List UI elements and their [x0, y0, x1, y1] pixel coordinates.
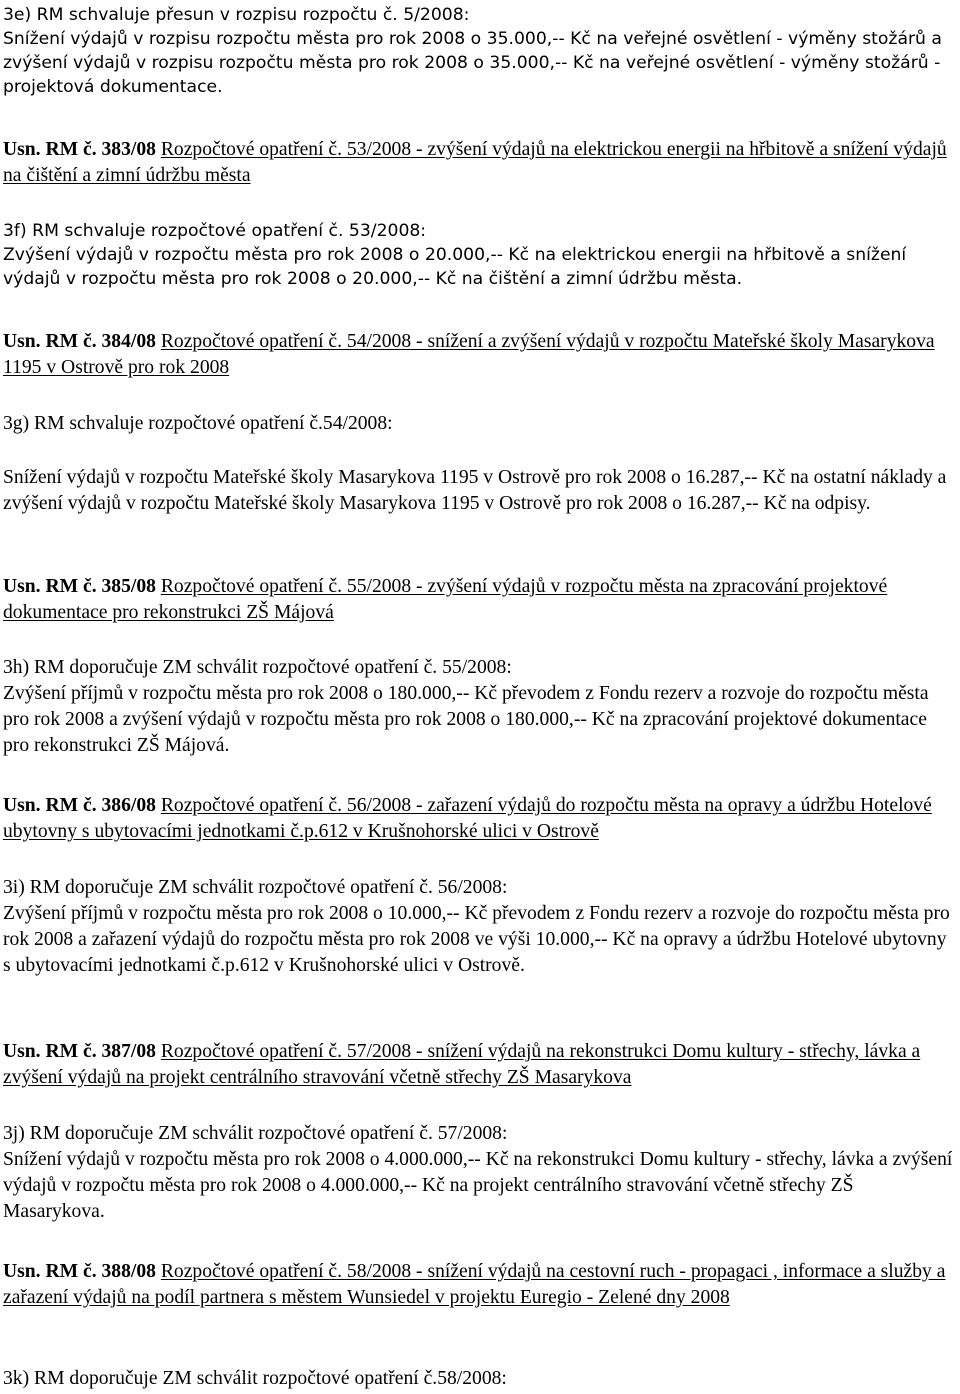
section-3g-intro: [3, 411, 955, 437]
section-3f: [3, 219, 955, 291]
resolution-intro: 3f) RM schvaluje rozpočtové opatření č. 53/2008:: [3, 221, 427, 241]
resolution-intro: 3g) RM schvaluje rozpočtové opatření č.54/2008:: [3, 413, 393, 434]
section-3k: [3, 1366, 955, 1392]
resolution-title: Rozpočtové opatření č. 56/2008 - zařazení výdajů do rozpočtu města na opravy a údržbu Hotelové ubytovny s ubytovacími jednotkami č.p.612 v Krušnohorské ulici v Ostrově: [3, 795, 932, 842]
section-3h: [3, 655, 955, 759]
resolution-body: Snížení výdajů v rozpočtu města pro rok 2008 o 4.000.000,-- Kč na rekonstrukci Domu kultury - střechy, lávka a zvýšení výdajů v rozpočtu města pro rok 2008 o 4.000.000,-- Kč na projekt centrálního stravování včetně střechy ZŠ Masarykova.: [3, 1149, 953, 1222]
section-3i: [3, 875, 955, 979]
resolution-body: Snížení výdajů v rozpočtu Mateřské školy Masarykova 1195 v Ostrově pro rok 2008 o 16.287,-- Kč na ostatní náklady a zvýšení výdajů v rozpočtu Mateřské školy Masarykova 1195 v Ostrově pro rok 2008 o 16.287,-- Kč na odpisy.: [3, 467, 947, 514]
resolution-title: Rozpočtové opatření č. 54/2008 - snížení a zvýšení výdajů v rozpočtu Mateřské školy Masarykova 1195 v Ostrově pro rok 2008: [3, 331, 935, 378]
resolution-title: Rozpočtové opatření č. 57/2008 - snížení výdajů na rekonstrukci Domu kultury - střechy, lávka a zvýšení výdajů na projekt centrálního stravování včetně střechy ZŠ Masarykova: [3, 1041, 921, 1088]
section-3j: [3, 1121, 955, 1225]
resolution-body: Zvýšení příjmů v rozpočtu města pro rok 2008 o 10.000,-- Kč převodem z Fondu rezerv a rozvoje do rozpočtu města pro rok 2008 a zařazení výdajů do rozpočtu města pro rok 2008 ve výši 10.000,-- Kč na opravy a údržbu Hotelové ubytovny s ubytovacími jednotkami č.p.612 v Krušnohorské ulici v Ostrově.: [3, 903, 950, 976]
resolution-number: Usn. RM č. 385/08: [3, 576, 156, 597]
resolution-heading-383: [3, 137, 955, 189]
resolution-number: Usn. RM č. 386/08: [3, 795, 156, 816]
resolution-heading-384: [3, 329, 955, 381]
resolution-intro: 3h) RM doporučuje ZM schválit rozpočtové opatření č. 55/2008:: [3, 657, 512, 678]
resolution-heading-388: [3, 1259, 955, 1311]
resolution-body: Snížení výdajů v rozpisu rozpočtu města pro rok 2008 o 35.000,-- Kč na veřejné osvětlení - výměny stožárů a zvýšení výdajů v rozpisu rozpočtu města pro rok 2008 o 35.000,-- Kč na veřejné osvětlení - výměny stožárů - projektová dokumentace.: [3, 29, 942, 97]
resolution-number: Usn. RM č. 383/08: [3, 139, 156, 160]
resolution-number: Usn. RM č. 387/08: [3, 1041, 156, 1062]
resolution-title: Rozpočtové opatření č. 58/2008 - snížení výdajů na cestovní ruch - propagaci , informace a služby a zařazení výdajů na podíl partnera s městem Wunsiedel v projektu Euregio - Zelené dny 2008: [3, 1261, 946, 1308]
resolution-title: Rozpočtové opatření č. 55/2008 - zvýšení výdajů v rozpočtu města na zpracování projektové dokumentace pro rekonstrukci ZŠ Májová: [3, 576, 888, 623]
section-3e: [3, 3, 955, 99]
resolution-intro: 3e) RM schvaluje přesun v rozpisu rozpočtu č. 5/2008:: [3, 5, 470, 25]
resolution-intro: 3i) RM doporučuje ZM schválit rozpočtové opatření č. 56/2008:: [3, 877, 508, 898]
resolution-number: Usn. RM č. 388/08: [3, 1261, 156, 1282]
resolution-intro: 3k) RM doporučuje ZM schválit rozpočtové opatření č.58/2008:: [3, 1368, 507, 1389]
resolution-heading-386: [3, 793, 955, 845]
resolution-body: Zvýšení příjmů v rozpočtu města pro rok 2008 o 180.000,-- Kč převodem z Fondu rezerv a rozvoje do rozpočtu města pro rok 2008 a zvýšení výdajů v rozpočtu města pro rok 2008 o 180.000,-- Kč na zpracování projektové dokumentace pro rekonstrukci ZŠ Májová.: [3, 683, 929, 756]
resolution-intro: 3j) RM doporučuje ZM schválit rozpočtové opatření č. 57/2008:: [3, 1123, 508, 1144]
section-3g-body: [3, 465, 955, 517]
resolution-body: Zvýšení výdajů v rozpočtu města pro rok 2008 o 20.000,-- Kč na elektrickou energii na hřbitově a snížení výdajů v rozpočtu města pro rok 2008 o 20.000,-- Kč na čištění a zimní údržbu města.: [3, 245, 907, 289]
resolution-title: Rozpočtové opatření č. 53/2008 - zvýšení výdajů na elektrickou energii na hřbitově a snížení výdajů na čištění a zimní údržbu města: [3, 139, 947, 186]
resolution-heading-385: [3, 574, 955, 626]
resolution-number: Usn. RM č. 384/08: [3, 331, 156, 352]
resolution-heading-387: [3, 1039, 955, 1091]
